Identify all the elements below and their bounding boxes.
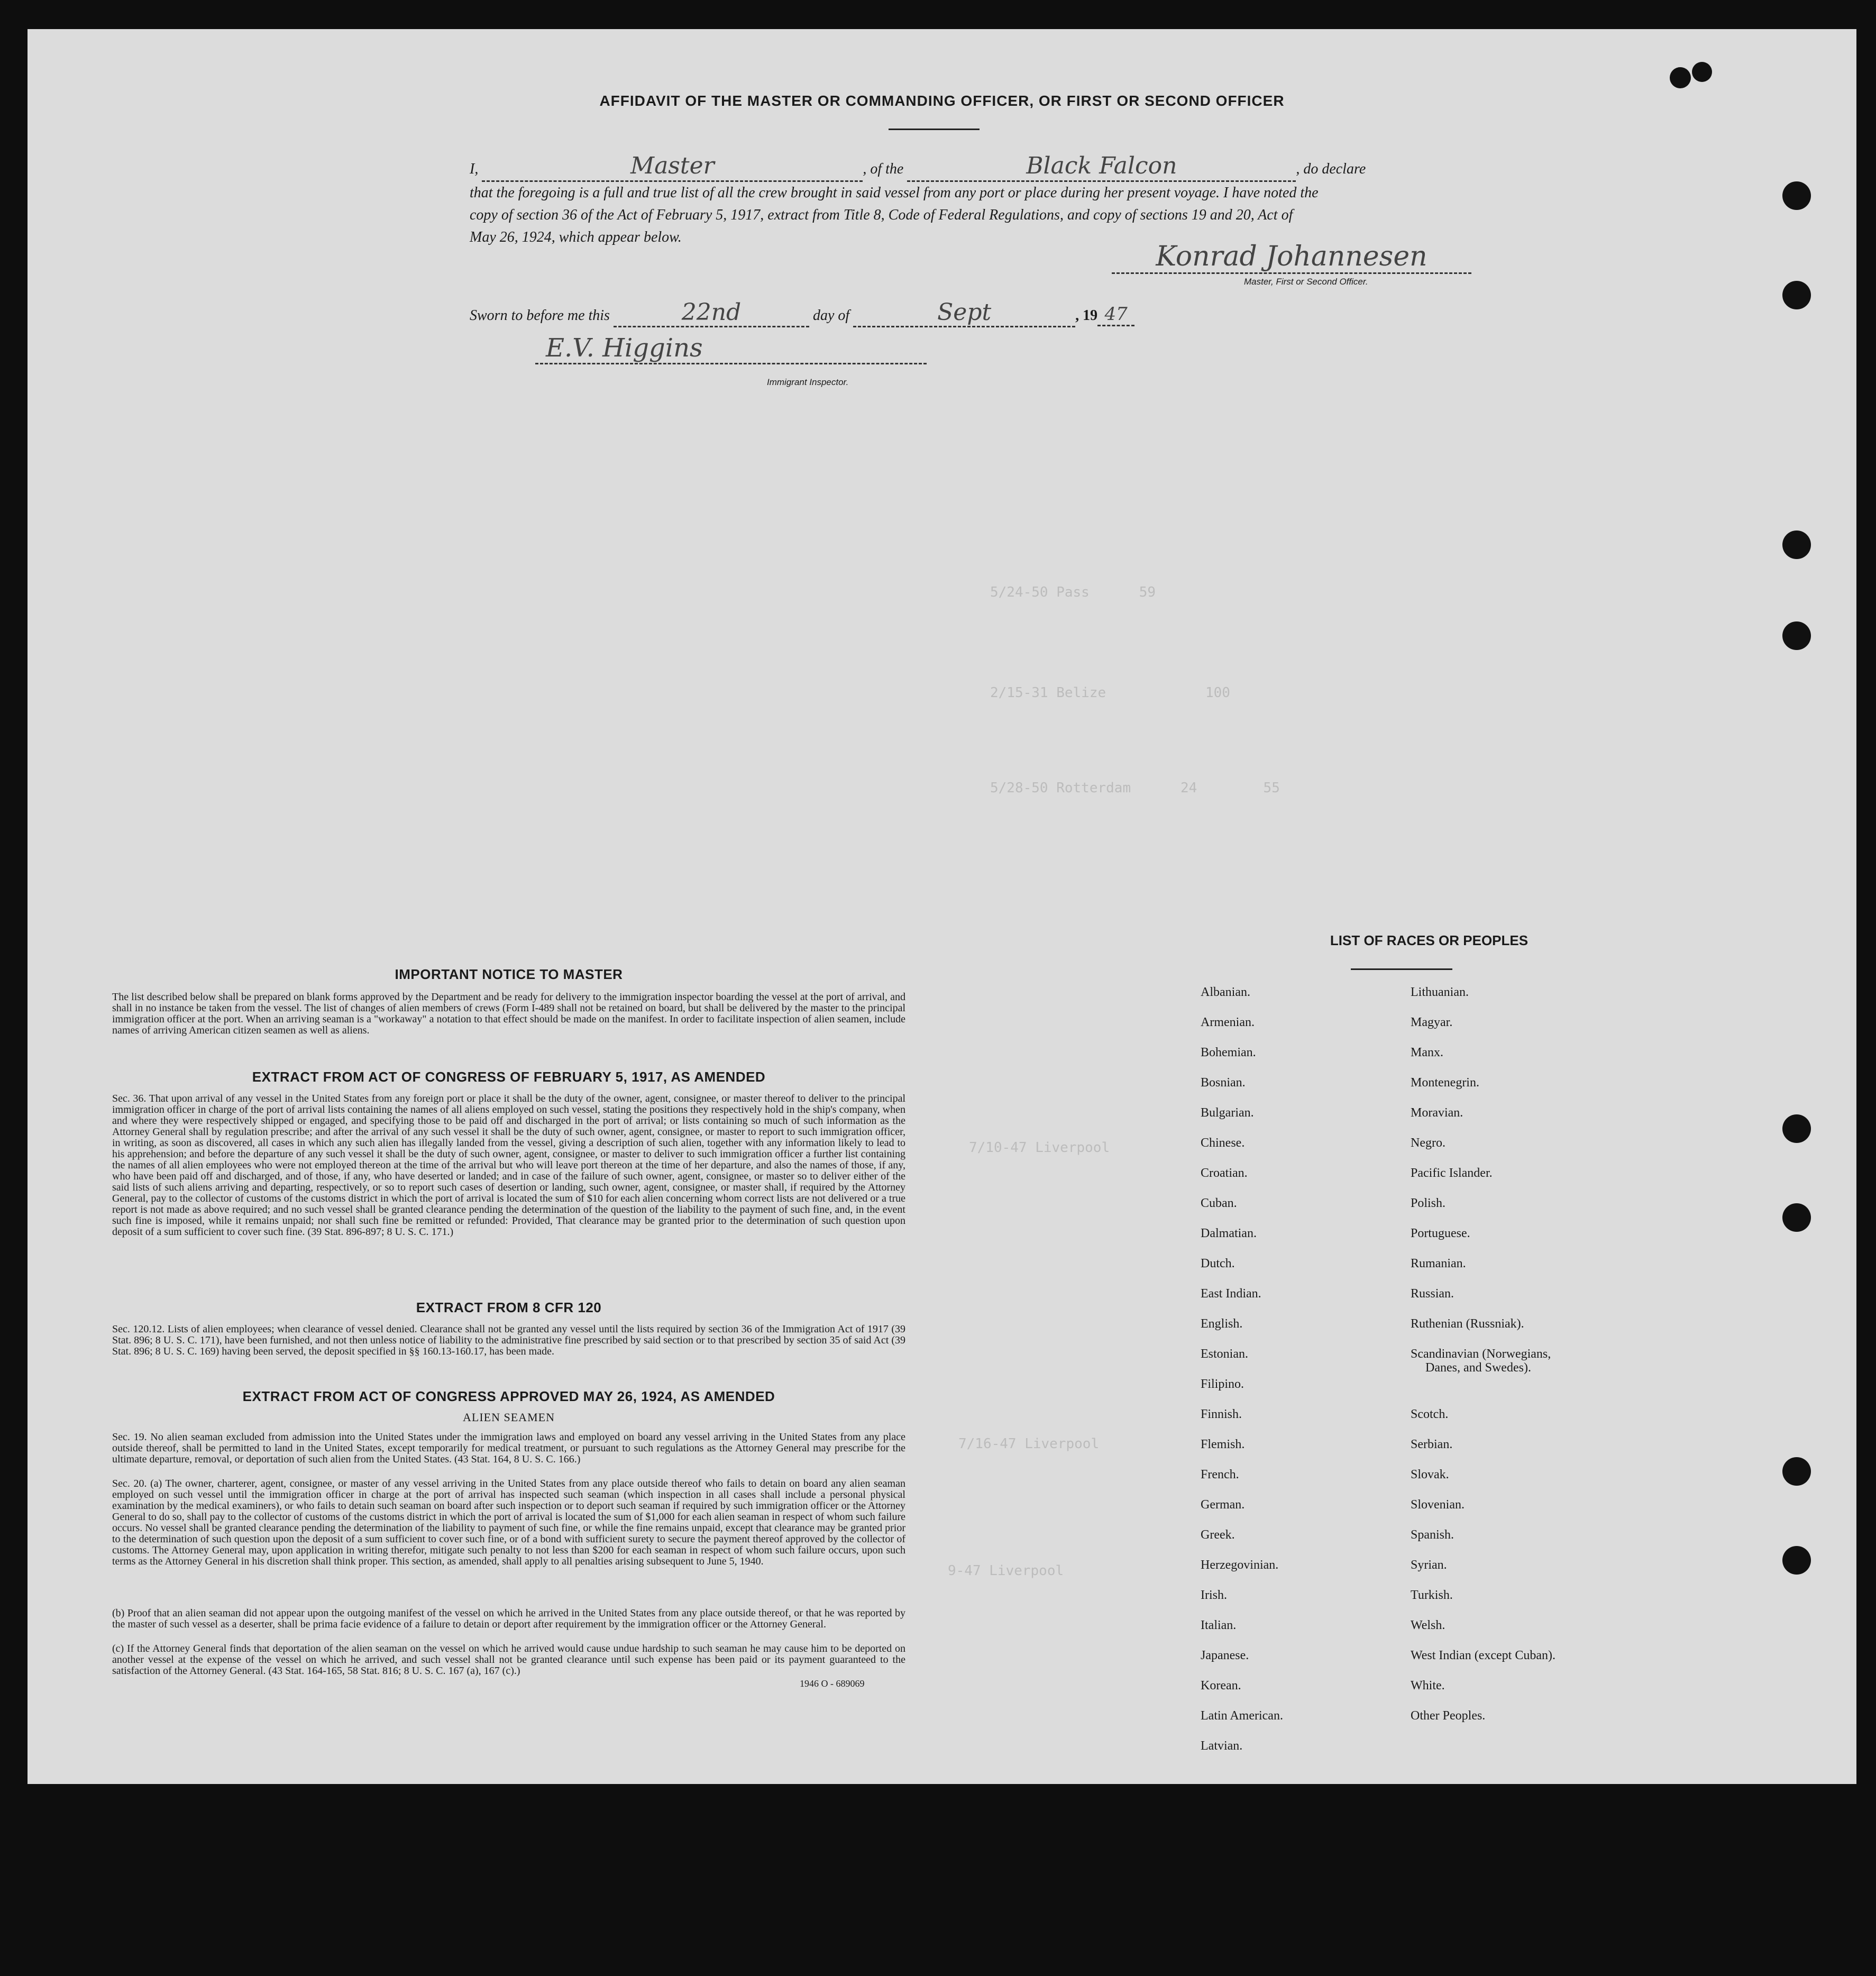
race-item: Italian. <box>1201 1618 1237 1632</box>
extract-cfr-heading: EXTRACT FROM 8 CFR 120 <box>416 1300 602 1315</box>
race-item: English. <box>1201 1317 1243 1331</box>
race-item: Other Peoples. <box>1411 1709 1486 1723</box>
race-item: Latvian. <box>1201 1739 1243 1753</box>
day-of-label: day of <box>812 307 850 324</box>
extract-cfr-body: Sec. 120.12. Lists of alien employees; when clearance of vessel denied. Clearance shall not be granted any vessel until the lists required by section 36 of the Immigration Act of 1917 (39 Stat. 896; 8 U. S. C. 171), have been furnished, and not then unless notice of liability to the administrative fine prescribed by said section or to that prescribed by section 35 of said Act (39 Stat. 896; 8 U. S. C. 169) having been served, the deposit specified in §§ 160.13-160.17, has been made. <box>112 1323 905 1357</box>
race-item: Bulgarian. <box>1201 1106 1254 1120</box>
bleed-through-mark: 5/28-50 Rotterdam 24 55 <box>990 780 1280 796</box>
vessel-name-field <box>907 152 1296 182</box>
sworn-label: Sworn to before me this <box>470 307 610 324</box>
master-signature: Konrad Johannesen <box>1156 241 1427 272</box>
race-item: Russian. <box>1411 1287 1454 1301</box>
race-item: Moravian. <box>1411 1106 1463 1120</box>
bleed-through-mark: 5/24-50 Pass 59 <box>990 584 1156 600</box>
bleed-through-mark: 2/15-31 Belize 100 <box>990 685 1230 701</box>
race-item: Negro. <box>1411 1136 1445 1150</box>
extract-1924-heading: EXTRACT FROM ACT OF CONGRESS APPROVED MAY 26, 1924, AS AMENDED <box>242 1388 775 1404</box>
month-field <box>853 299 1075 327</box>
race-item: Montenegrin. <box>1411 1076 1479 1090</box>
race-item: Herzegovinian. <box>1201 1558 1279 1572</box>
race-item: Slovak. <box>1411 1468 1449 1481</box>
extract-1924-sec20c: (c) If the Attorney General finds that deportation of the alien seaman on the vessel on which he arrived would cause undue hardship to such seaman he may cause him to be deported on another vessel at the expense of the vessel on which he arrived, and such vessel shall not be granted clearance until such expense has been paid or its payment guaranteed to the satisfaction of the Attorney General. (43 Stat. 164-165, 58 Stat. 816; 8 U. S. C. 167 (a), 167 (c).) <box>112 1643 905 1677</box>
race-item: Spanish. <box>1411 1528 1454 1542</box>
officer-name-handwritten: Master <box>630 152 715 179</box>
race-item: Polish. <box>1411 1196 1446 1210</box>
race-item: Syrian. <box>1411 1558 1447 1572</box>
race-item: West Indian (except Cuban). <box>1411 1649 1555 1662</box>
master-signature-line <box>1112 241 1471 274</box>
bleed-through-mark: 7/10-47 Liverpool <box>969 1140 1110 1156</box>
race-item: Scotch. <box>1411 1407 1449 1421</box>
race-item: Lithuanian. <box>1411 985 1469 999</box>
year-prefix: , 19 <box>1075 307 1098 324</box>
month-handwritten: Sept <box>937 299 992 326</box>
race-item: German. <box>1201 1498 1245 1512</box>
affidavit-body <box>470 152 1475 249</box>
extract-1924-sec20a: Sec. 20. (a) The owner, charterer, agent, consignee, or master of any vessel arriving in the United States from any place outside thereof who fails to detain on board any alien seaman employed on such vessel until the immigration officer in charge at the port of arrival has inspected such seaman (which inspection in all cases shall include a personal physical examination by the medical examiners), or who fails to detain such seaman on board after such inspection or to deport such seaman if required by such immigration officer or the Attorney General to do so, shall pay to the collector of customs of the customs district in which the port of arrival is located the sum of $1,000 for each alien seaman in respect of whom such failure occurs. No vessel shall be granted clearance pending the determination of the liability to payment of such fine, or while the fine remains unpaid, except that clearance may be granted prior to the determination of such question upon the deposit of a sum sufficient to cover such fine, or of a bond with sufficient surety to secure the payment thereof approved by the collector of customs. The Attorney General may, upon application in writing therefor, mitigate such penalty to not less than $200 for each seaman in respect of whom such failure occurs, upon such terms as the Attorney General in his discretion shall think proper. This section, as amended, shall apply to all penalties arising subsequent to June 5, 1940. <box>112 1478 905 1567</box>
race-item: Korean. <box>1201 1679 1241 1693</box>
race-item: Greek. <box>1201 1528 1235 1542</box>
bleed-through-mark: 7/16-47 Liverpool <box>958 1436 1100 1452</box>
race-item: Portuguese. <box>1411 1227 1470 1240</box>
race-item: White. <box>1411 1679 1445 1693</box>
affidavit-of-the: , of the <box>863 161 904 177</box>
race-item: French. <box>1201 1468 1239 1481</box>
race-item: Flemish. <box>1201 1438 1245 1451</box>
punch-hole <box>1692 62 1712 82</box>
day-handwritten: 22nd <box>681 299 742 326</box>
extract-1917-heading: EXTRACT FROM ACT OF CONGRESS OF FEBRUARY 5, 1917, AS AMENDED <box>252 1069 766 1085</box>
race-item: Manx. <box>1411 1046 1443 1059</box>
sworn-line <box>470 299 1134 327</box>
inspector-caption: Immigrant Inspector. <box>767 377 849 387</box>
punch-hole <box>1782 1546 1811 1575</box>
day-field <box>614 299 809 327</box>
affidavit-line-2: that the foregoing is a full and true list of all the crew brought in said vessel from any port or place during her present voyage. I have noted the <box>470 185 1319 201</box>
punch-hole <box>1782 281 1811 309</box>
inspector-signature: E.V. Higgins <box>546 333 703 363</box>
race-item: Serbian. <box>1411 1438 1453 1451</box>
vessel-name-handwritten: Black Falcon <box>1026 152 1177 179</box>
punch-hole <box>1782 1203 1811 1232</box>
race-item: Armenian. <box>1201 1016 1255 1029</box>
inspector-signature-line <box>535 333 927 364</box>
race-item: Bohemian. <box>1201 1046 1256 1059</box>
race-item: Albanian. <box>1201 985 1250 999</box>
notice-body: The list described below shall be prepared on blank forms approved by the Department and be ready for delivery to the immigration inspector boarding the vessel at the port of arrival, and shall in no instance be taken from the vessel. The list of changes of alien members of crews (Form I-489 shall not be retained on board, but shall be delivered by the master to the principal immigration officer at the port. When an arriving seaman is a "workaway" a notation to that effect should be made on the manifest. In order to facilitate inspection of alien seamen, include names of arriving American citizen seamen as well as aliens. <box>112 991 905 1036</box>
punch-hole <box>1782 1114 1811 1143</box>
race-item: Welsh. <box>1411 1618 1445 1632</box>
race-item: Japanese. <box>1201 1649 1249 1662</box>
race-item: Scandinavian (Norwegians, <box>1411 1347 1551 1361</box>
document-page <box>28 29 1856 1784</box>
extract-1924-sec20b: (b) Proof that an alien seaman did not appear upon the outgoing manifest of the vessel on which he arrived in the United States from any place outside thereof, or that he was reported by the master of such vessel as a deserter, shall be prima facie evidence of a failure to detain or deport after requirement by the immigration officer or the Attorney General. <box>112 1607 905 1630</box>
bleed-through-mark: 9-47 Liverpool <box>948 1563 1064 1579</box>
notice-heading: IMPORTANT NOTICE TO MASTER <box>395 966 623 982</box>
extract-1924-subheading: ALIEN SEAMEN <box>463 1411 555 1424</box>
race-item: Estonian. <box>1201 1347 1248 1361</box>
punch-hole <box>1782 181 1811 210</box>
punch-hole <box>1782 621 1811 650</box>
race-item: Rumanian. <box>1411 1257 1466 1270</box>
affidavit-line-4: May 26, 1924, which appear below. <box>470 229 682 245</box>
race-item: Irish. <box>1201 1588 1227 1602</box>
race-item: Dalmatian. <box>1201 1227 1257 1240</box>
officer-name-field <box>482 152 863 182</box>
race-item: Filipino. <box>1201 1377 1244 1391</box>
race-item: Finnish. <box>1201 1407 1242 1421</box>
race-item: Danes, and Swedes). <box>1425 1361 1531 1375</box>
race-item: Turkish. <box>1411 1588 1453 1602</box>
year-handwritten: 47 <box>1104 304 1128 325</box>
master-signature-caption: Master, First or Second Officer. <box>1244 277 1368 287</box>
race-item: Dutch. <box>1201 1257 1235 1270</box>
race-item: Chinese. <box>1201 1136 1245 1150</box>
punch-hole <box>1782 530 1811 559</box>
affidavit-line-3: copy of section 36 of the Act of February 5, 1917, extract from Title 8, Code of Federal Regulations, and copy of sections 19 and 20, Act of <box>470 207 1293 223</box>
race-item: Ruthenian (Russniak). <box>1411 1317 1524 1331</box>
print-code: 1946 O - 689069 <box>800 1678 865 1689</box>
race-item: Bosnian. <box>1201 1076 1246 1090</box>
race-item: East Indian. <box>1201 1287 1261 1301</box>
race-item: Latin American. <box>1201 1709 1283 1723</box>
affidavit-do-declare: , do declare <box>1296 161 1366 177</box>
punch-hole <box>1670 67 1691 88</box>
year-field <box>1097 304 1134 326</box>
affidavit-i: I, <box>470 161 479 177</box>
punch-hole <box>1782 1457 1811 1486</box>
extract-1917-body: Sec. 36. That upon arrival of any vessel in the United States from any foreign port or place it shall be the duty of the owner, agent, consignee, or master thereof to deliver to the principal immigration officer in charge of the port of arrival lists containing the names of all aliens employed on such vessel, stating the positions they respectively hold in the ship's company, when and where they were respectively shipped or engaged, and specifying those to be paid off and discharged in the port of arrival; or lists containing so much of such information as the Attorney General shall by regulation prescribe; and after the arrival of any such vessel it shall be the duty of such owner, agent, consignee, or master to report to such immigration officer, in writing, as soon as discovered, all cases in which any such alien has illegally landed from the vessel, giving a description of such alien, together with any information likely to lead to his apprehension; and before the departure of any such vessel it shall be the duty of such owner, agent, consignee, or master to deliver to such immigration officer a further list containing the names of all alien employees who were not employed thereon at the time of the arrival but who will leave port thereon at the time of her departure, and also the names of those, if any, who have been paid off and discharged, and of those, if any, who have deserted or landed; and in case of the failure of such owner, agent, consignee, or master so to deliver either of the said lists of such aliens arriving and departing, respectively, or so to report such cases of desertion or landing, such owner, agent, consignee, or master shall, if required by the Attorney General, pay to the collector of customs of the customs district in which the port of arrival is located the sum of $10 for each alien concerning whom correct lists are not delivered or a true report is not made as above required; and no such vessel shall be granted clearance pending the determination of the question of the liability to the payment of such fine, and, in the event such fine is imposed, while it remains unpaid; nor shall such fine be remitted or refunded: Provided, That clearance may be granted prior to the determination of such question upon deposit of a sum sufficient to cover such fine. (39 Stat. 896-897; 8 U. S. C. 171.) <box>112 1093 905 1238</box>
races-heading: LIST OF RACES OR PEOPLES <box>1330 932 1529 948</box>
extract-1924-sec19: Sec. 19. No alien seaman excluded from admission into the United States under the immigration laws and employed on board any vessel arriving in the United States from any place outside thereof, shall be permitted to land in the United States, except temporarily for medical treatment, or pursuant to such regulations as the Attorney General may prescribe for the ultimate departure, removal, or deportation of such alien from the United States. (43 Stat. 164, 8 U. S. C. 166.) <box>112 1431 905 1465</box>
race-item: Croatian. <box>1201 1166 1248 1180</box>
race-item: Magyar. <box>1411 1016 1453 1029</box>
races-divider <box>1351 968 1452 970</box>
title-divider <box>889 129 980 130</box>
affidavit-title: AFFIDAVIT OF THE MASTER OR COMMANDING OFFICER, OR FIRST OR SECOND OFFICER <box>599 93 1285 109</box>
race-item: Slovenian. <box>1411 1498 1465 1512</box>
race-item: Cuban. <box>1201 1196 1237 1210</box>
race-item: Pacific Islander. <box>1411 1166 1493 1180</box>
